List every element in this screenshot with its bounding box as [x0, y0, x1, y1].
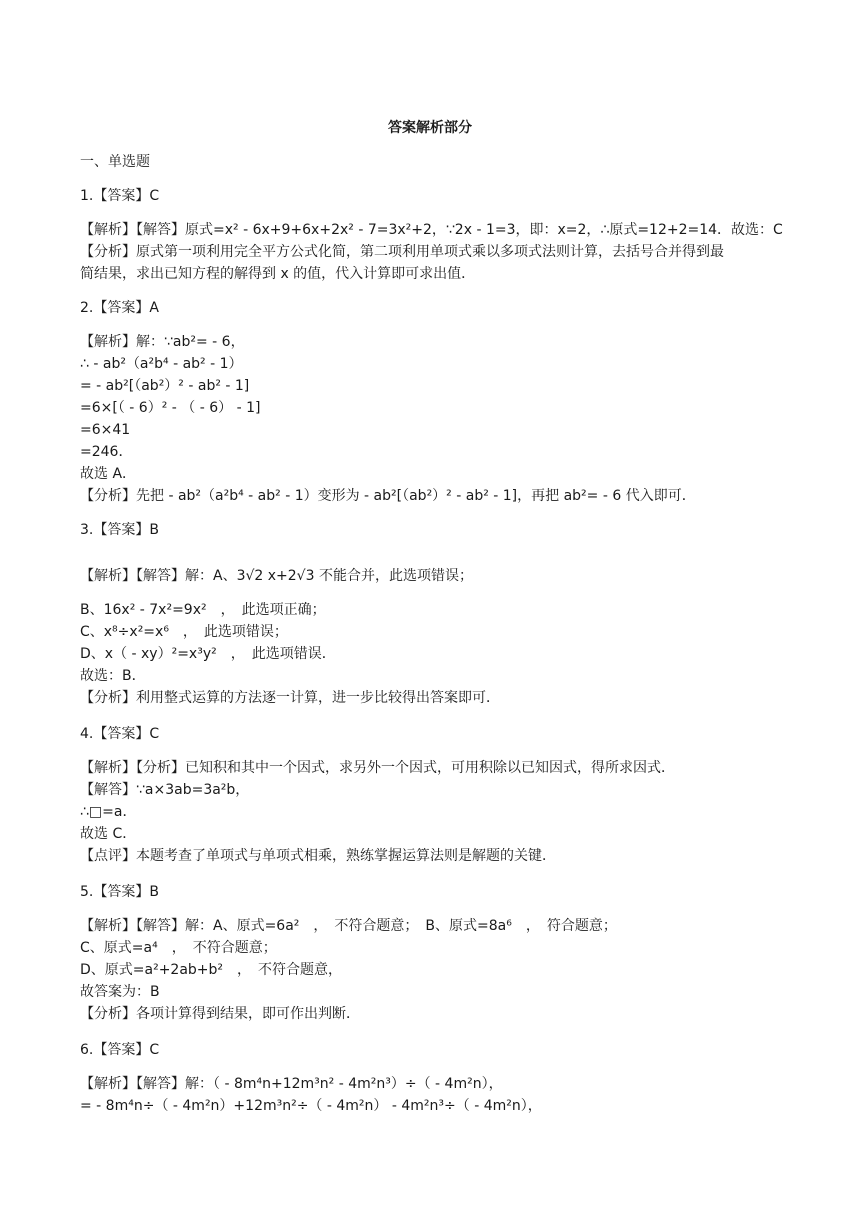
analysis-line: 【解析】【解答】原式=x² - 6x+9+6x+2x² - 7=3x²+2，∵2x - 1=3，即：x=2，∴原式=12+2=14．故选：C: [80, 222, 783, 238]
analysis-line: 故答案为：B: [80, 984, 160, 1000]
analysis-line: D、x（ - xy）²=x³y² ， 此选项错误．: [80, 646, 336, 662]
answer-4: 4.【答案】C: [80, 726, 160, 742]
answer-3: 3.【答案】B: [80, 522, 159, 538]
section-heading: 一、单选题: [80, 154, 150, 170]
answer-2: 2.【答案】A: [80, 300, 159, 316]
analysis-line: 简结果，求出已知方程的解得到 x 的值，代入计算即可求出值．: [80, 266, 476, 282]
analysis-line: 【解析】【解答】解：（ - 8m⁴n+12m³n² - 4m²n³）÷（ - 4m²n），: [80, 1076, 503, 1092]
answer-5: 5.【答案】B: [80, 884, 159, 900]
analysis-line: =6×[（ - 6）² - （ - 6） - 1]: [80, 400, 261, 416]
analysis-line: 故选 C．: [80, 826, 137, 842]
analysis-line: 故选 A．: [80, 466, 137, 482]
answer-6: 6.【答案】C: [80, 1042, 160, 1058]
analysis-line: C、x⁸÷x²=x⁶ ， 此选项错误；: [80, 624, 288, 640]
analysis-line: ∴□=a．: [80, 804, 137, 820]
analysis-line: 【解答】∵a×3ab=3a²b，: [80, 782, 250, 798]
analysis-line: 【解析】【解答】解：A、原式=6a² ， 不符合题意； B、原式=8a⁶ ， 符合题意；: [80, 918, 617, 934]
analysis-line: 【解析】【分析】已知积和其中一个因式，求另外一个因式，可用积除以已知因式，得所求因式．: [80, 760, 675, 776]
analysis-line: 【分析】原式第一项利用完全平方公式化简，第二项利用单项式乘以多项式法则计算，去括号合并得到最: [80, 244, 724, 260]
analysis-line: 【点评】本题考查了单项式与单项式相乘，熟练掌握运算法则是解题的关键．: [80, 848, 556, 864]
analysis-line: = - ab²[（ab²）² - ab² - 1]: [80, 378, 250, 394]
analysis-line: 【分析】先把 - ab²（a²b⁴ - ab² - 1）变形为 - ab²[（ab²）² - ab² - 1]，再把 ab²= - 6 代入即可．: [80, 488, 696, 504]
analysis-line: 【分析】各项计算得到结果，即可作出判断．: [80, 1006, 360, 1022]
analysis-line: 故选：B．: [80, 668, 146, 684]
analysis-line: 【分析】利用整式运算的方法逐一计算，进一步比较得出答案即可．: [80, 690, 500, 706]
page-title: 答案解析部分: [388, 120, 472, 136]
analysis-line: 【解析】解：∵ab²= - 6，: [80, 334, 245, 350]
analysis-line: ∴ - ab²（a²b⁴ - ab² - 1）: [80, 356, 243, 372]
answer-1: 1.【答案】C: [80, 188, 160, 204]
analysis-line: =246．: [80, 444, 133, 460]
analysis-line: B、16x² - 7x²=9x² ， 此选项正确；: [80, 602, 326, 618]
analysis-line: D、原式=a²+2ab+b² ， 不符合题意，: [80, 962, 343, 978]
analysis-line: =6×41: [80, 422, 131, 438]
analysis-line: C、原式=a⁴ ， 不符合题意；: [80, 940, 277, 956]
analysis-line: 【解析】【解答】解：A、3√2 x+2√3 不能合并，此选项错误；: [80, 568, 473, 584]
analysis-line: = - 8m⁴n÷（ - 4m²n）+12m³n²÷（ - 4m²n） - 4m²n³÷（ - 4m²n），: [80, 1098, 542, 1114]
